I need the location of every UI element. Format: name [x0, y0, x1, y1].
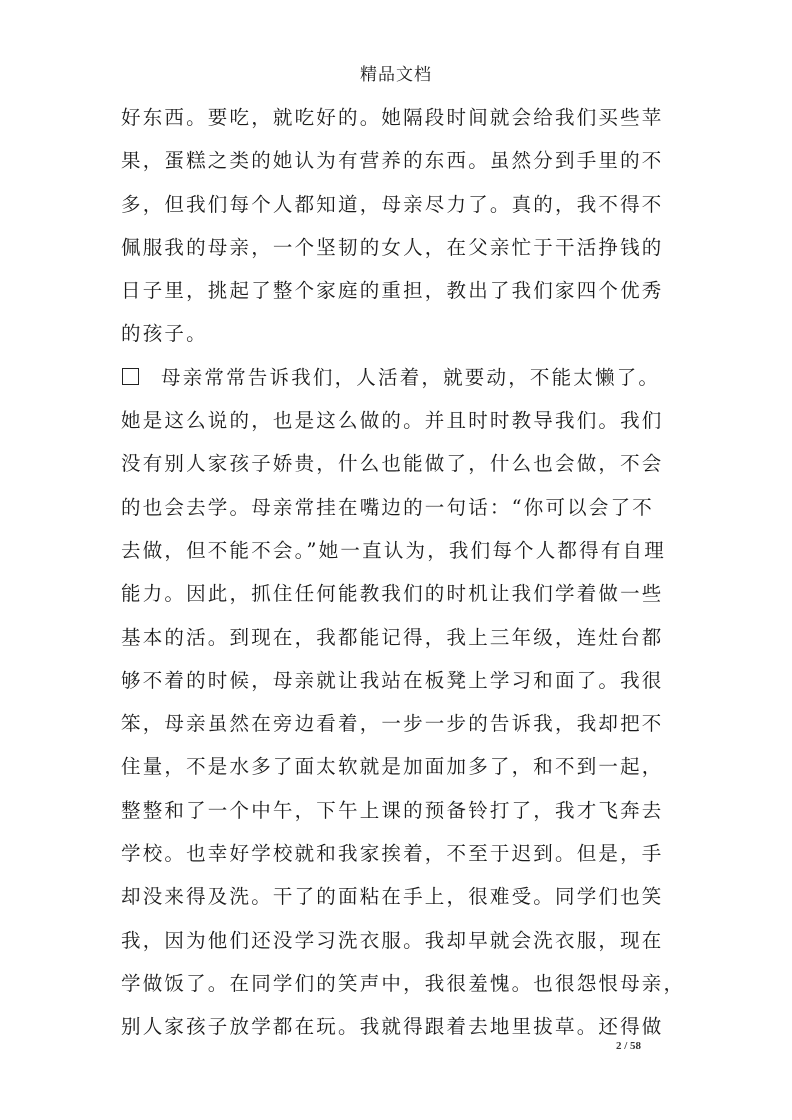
- text-line: 基本的活。到现在，我都能记得，我上三年级，连灶台都: [121, 625, 664, 649]
- paragraph-start-line: [121, 356, 681, 399]
- text-line: 我，因为他们还没学习洗衣服。我却早就会洗衣服，现在: [121, 928, 664, 952]
- text-line: 她是这么说的，也是这么做的。并且时时教导我们。我们: [121, 409, 664, 433]
- text-line: 能力。因此，抓住任何能教我们的时机让我们学着做一些: [121, 582, 664, 606]
- text-line: 的孩子。: [121, 322, 208, 346]
- text-line: 住量，不是水多了面太软就是加面加多了，和不到一起，: [121, 755, 664, 779]
- text-line: 学校。也幸好学校就和我家挨着，不至于迟到。但是，手: [121, 842, 664, 866]
- text-line: 整整和了一个中午，下午上课的预备铃打了，我才飞奔去: [121, 798, 664, 822]
- text-line: 没有别人家孩子娇贵，什么也能做了，什么也会做，不会: [121, 452, 664, 476]
- text-line: 果，蛋糕之类的她认为有营养的东西。虽然分到手里的不: [121, 149, 664, 173]
- page-number: 2 / 58: [616, 1040, 642, 1052]
- text-line: 的也会去学。母亲常挂在嘴边的一句话：“你可以会了不: [121, 495, 654, 519]
- text-line: 去做，但不能不会。”她一直认为，我们每个人都得有自理: [121, 538, 666, 562]
- page-header: 精品文档: [360, 65, 432, 85]
- checkbox-icon: [122, 368, 139, 385]
- text-line: 学做饭了。在同学们的笑声中，我很羞愧。也很怨恨母亲，: [121, 971, 686, 995]
- text-line: 别人家孩子放学都在玩。我就得跟着去地里拔草。还得做: [121, 1015, 664, 1039]
- text-line: 多，但我们每个人都知道，母亲尽力了。真的，我不得不: [121, 192, 664, 216]
- document-body: [121, 96, 686, 1049]
- text-line: 母亲常常告诉我们，人活着，就要动，不能太懒了。: [161, 365, 661, 389]
- text-line: 够不着的时候，母亲就让我站在板凳上学习和面了。我很: [121, 668, 664, 692]
- text-line: 佩服我的母亲，一个坚韧的女人，在父亲忙于干活挣钱的: [121, 235, 664, 259]
- text-line: 好东西。要吃，就吃好的。她隔段时间就会给我们买些苹: [121, 106, 664, 129]
- text-line: 却没来得及洗。干了的面粘在手上，很难受。同学们也笑: [121, 885, 664, 909]
- text-line: 日子里，挑起了整个家庭的重担，教出了我们家四个优秀: [121, 279, 664, 303]
- text-line: 笨，母亲虽然在旁边看着，一步一步的告诉我，我却把不: [121, 712, 664, 736]
